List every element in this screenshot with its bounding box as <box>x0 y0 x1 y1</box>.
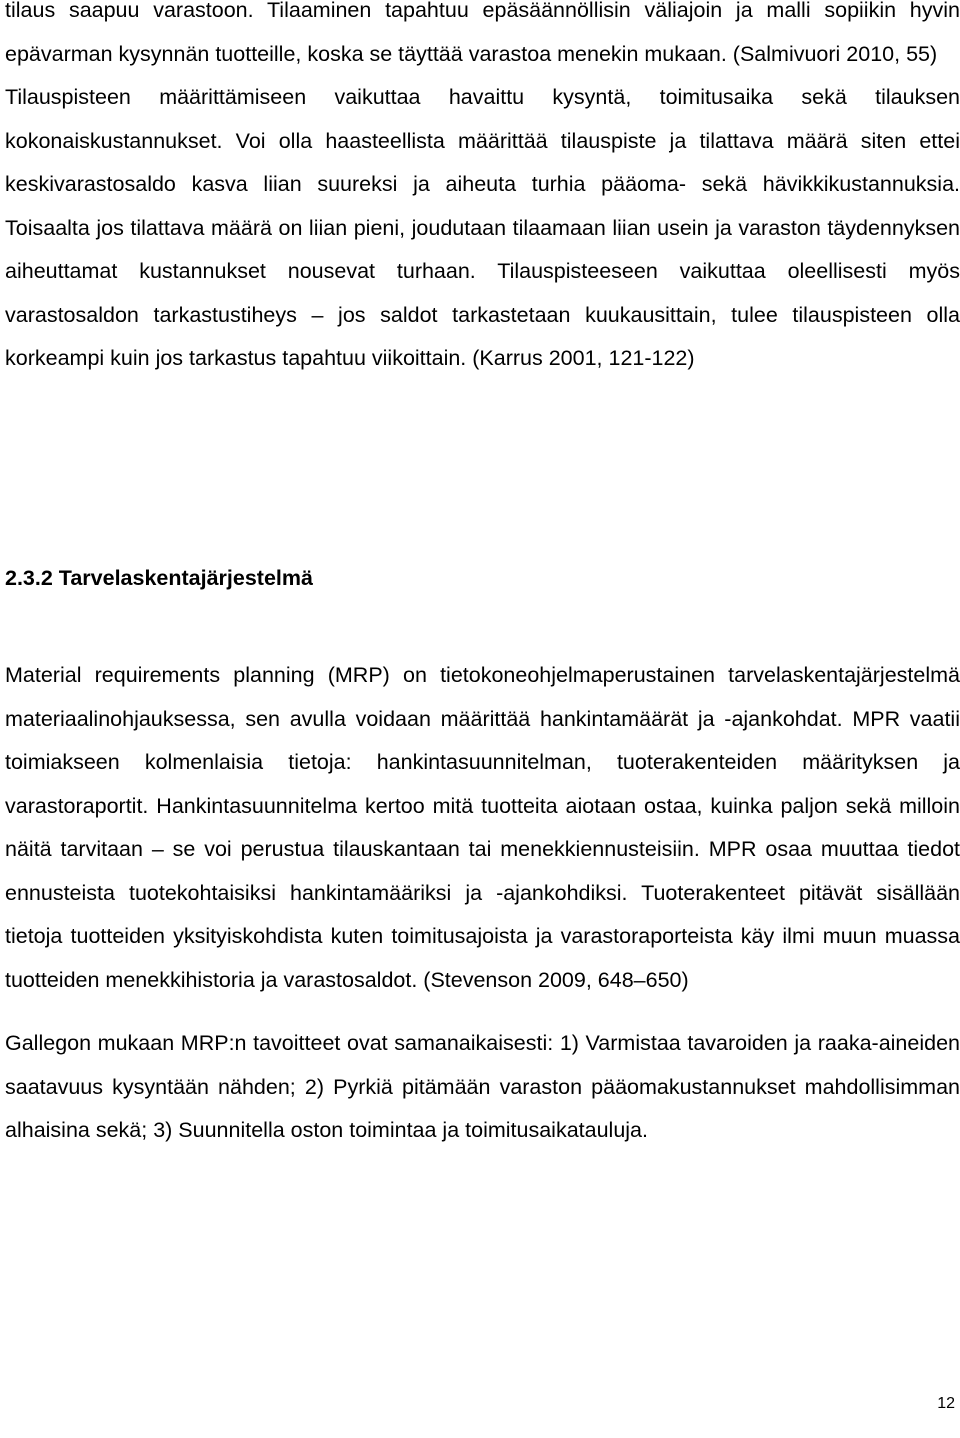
section-body <box>5 654 960 1153</box>
page-number: 12 <box>937 1395 955 1412</box>
paragraph-continuation: tilaus saapuu varastoon. Tilaaminen tapahtuu epäsäännöllisin väliajoin ja malli sopiikin hyvin epävarman kysynnän tuotteille, koska se täyttää varastoa menekin mukaan. (Salmivuori 2010, 55) <box>5 0 960 66</box>
section-heading: 2.3.2 Tarvelaskentajärjestelmä <box>5 566 313 590</box>
paragraph-mrp-goals: Gallegon mukaan MRP:n tavoitteet ovat samanaikaisesti: 1) Varmistaa tavaroiden ja raaka-aineiden saatavuus kysyntään nähden; 2) Pyrkiä pitämään varaston pääomakustannukset mahdollisimman alhaisina sekä; 3) Suunnitella oston toimintaa ja toimitusaikatauluja. <box>5 1031 960 1142</box>
paragraph-mrp-definition: Material requirements planning (MRP) on tietokoneohjelmaperustainen tarvelaskentajärjestelmä materiaalinohjauksessa, sen avulla voidaan määrittää hankintamäärät ja -ajankohdat. MPR vaatii toimiakseen kolmenlaisia tietoja: hankintasuunnitelman, tuoterakenteiden määrityksen ja varastoraportit. Hankintasuunnitelma kertoo mitä tuotteita aiotaan ostaa, kuinka paljon sekä milloin näitä tarvitaan – se voi perustua tilauskantaan tai menekkiennusteisiin. MPR osaa muuttaa tiedot ennusteista tuotekohtaisiksi hankintamääriksi ja -ajankohdiksi. Tuoterakenteet pitävät sisällään tietoja tuotteiden yksityiskohdista kuten toimitusajoista ja varastoraporteista käy ilmi muun muassa tuotteiden menekkihistoria ja varastosaldot. (Stevenson 2009, 648–650) <box>5 663 960 992</box>
paragraph-order-point: Tilauspisteen määrittämiseen vaikuttaa havaittu kysyntä, toimitusaika sekä tilauksen kokonaiskustannukset. Voi olla haasteellista määrittää tilauspiste ja tilattava määrä siten ettei keskivarastosaldo kasva liian suureksi ja aiheuta turhia pääoma- sekä hävikkikustannuksia. Toisaalta jos tilattava määrä on liian pieni, joudutaan tilaamaan liian usein ja varaston täydennyksen aiheuttamat kustannukset nousevat turhaan. Tilauspisteeseen vaikuttaa oleellisesti myös varastosaldon tarkastustiheys – jos saldot tarkastetaan kuukausittain, tulee tilauspisteen olla korkeampi kuin jos tarkastus tapahtuu viikoittain. (Karrus 2001, 121-122) <box>5 85 960 370</box>
document-page <box>5 0 960 381</box>
